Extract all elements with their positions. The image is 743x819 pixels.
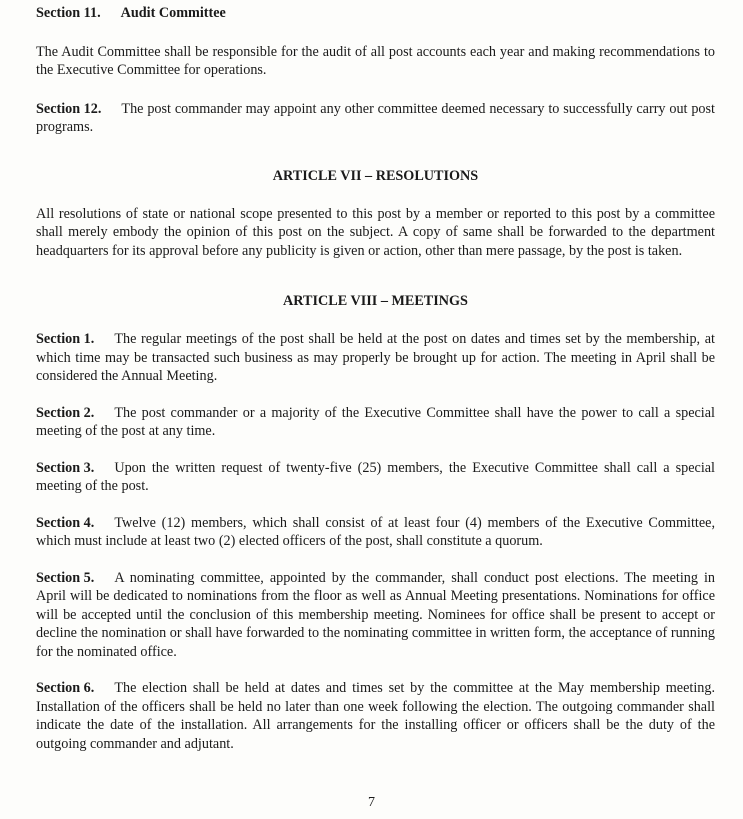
section-text: The regular meetings of the post shall be held at the post on dates and times set by the membership, at which time may be transacted such business as may properly be brought up for action. The meeting in April shall be considered the Annual Meeting. <box>36 331 715 384</box>
article-8-section-2 <box>36 404 715 441</box>
section-text: Upon the written request of twenty-five (25) members, the Executive Committee shall call a special meeting of the post. <box>36 459 715 494</box>
section-12 <box>36 100 715 137</box>
article-7-heading: ARTICLE VII – RESOLUTIONS <box>272 167 479 184</box>
article-8-heading: ARTICLE VIII – MEETINGS <box>283 293 468 309</box>
section-text: The post commander or a majority of the Executive Committee shall have the power to call a special meeting of the post at any time. <box>36 404 715 439</box>
section-text: Twelve (12) members, which shall consist of at least four (4) members of the Executive Committee, which must include at least two (2) elected officers of the post, shall constitute a quorum. <box>36 514 715 549</box>
section-label: Section 4. <box>36 514 95 531</box>
section-label: Section 5. <box>36 569 95 586</box>
section-text: A nominating committee, appointed by the commander, shall conduct post elections. The meeting in April will be dedicated to nominations from the floor as well as Annual Meeting presentations. Nominations for office will be accepted until the conclusion of this membership meeting. Nominees for office shall be present to accept or decline the nomination or shall have forwarded to the nominating committee in written form, the acceptance of running for the nominated office. <box>36 569 715 660</box>
section-label: Section 1. <box>36 331 95 347</box>
article-8-section-4 <box>36 514 715 551</box>
article-8-section-3 <box>36 459 715 496</box>
article-7-text: All resolutions of state or national scope presented to this post by a member or reported to this post by a committee shall merely embody the opinion of this post on the subject. A copy of same shall be forwarded to the department headquarters for its approval before any publicity is given or action, other than mere passage, by the post is taken. <box>36 205 715 259</box>
section-label: Section 2. <box>36 404 95 421</box>
section-label: Section 3. <box>36 459 95 476</box>
article-8-section-5 <box>36 569 715 662</box>
page-number: 7 <box>368 795 375 810</box>
section-title: Audit Committee <box>120 5 226 21</box>
article-8-section-6 <box>36 679 715 753</box>
section-11-text: The Audit Committee shall be responsible for the audit of all post accounts each year and making recommendations to the Executive Committee for operations. <box>36 43 715 78</box>
section-label: Section 11. <box>36 5 101 21</box>
section-label: Section 12. <box>36 100 102 117</box>
section-label: Section 6. <box>36 680 95 696</box>
section-11-heading <box>36 4 715 23</box>
section-text: The post commander may appoint any other committee deemed necessary to successfully carry out post programs. <box>36 100 715 135</box>
article-8-section-1 <box>36 330 715 386</box>
section-text: The election shall be held at dates and times set by the committee at the May membership meeting. Installation of the officers shall be held no later than one week following the election. The outgoing commander shall indicate the date of the installation. All arrangements for the installing officer or officers shall be the duty of the outgoing commander and adjutant. <box>36 680 715 752</box>
